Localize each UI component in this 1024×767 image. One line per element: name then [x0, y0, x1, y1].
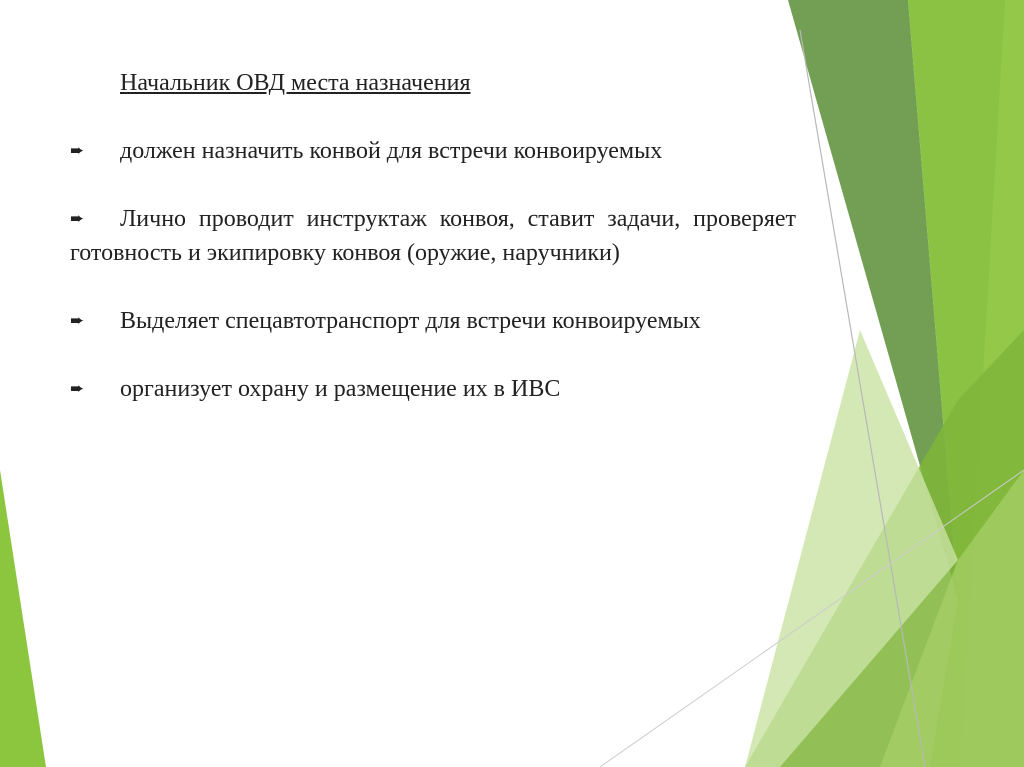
- bullet-item-1: [70, 134, 796, 168]
- bullet-item-2-text: Лично проводит инструктаж конвоя, ставит задачи, проверяет готовность и экипировку конвоя (оружие, наручники): [70, 206, 796, 266]
- arrow-bullet-icon: ➨: [70, 141, 85, 161]
- arrow-bullet-icon: ➨: [70, 311, 85, 331]
- bullet-item-3-text: Выделяет спецавтотранспорт для встречи конвоируемых: [120, 308, 701, 334]
- arrow-bullet-icon: ➨: [70, 379, 85, 399]
- bullet-item-1-text: должен назначить конвой для встречи конвоируемых: [120, 138, 663, 164]
- bullet-item-4-text: организует охрану и размещение их в ИВС: [120, 376, 561, 402]
- arrow-bullet-icon: ➨: [70, 209, 85, 229]
- bullet-item-2: [70, 202, 796, 270]
- slide-title: Начальник ОВД места назначения: [120, 70, 471, 96]
- bullet-item-3: [70, 304, 796, 338]
- content-block: [70, 66, 796, 406]
- bullet-item-4: [70, 372, 796, 406]
- decor-shape-left-green: [0, 470, 46, 767]
